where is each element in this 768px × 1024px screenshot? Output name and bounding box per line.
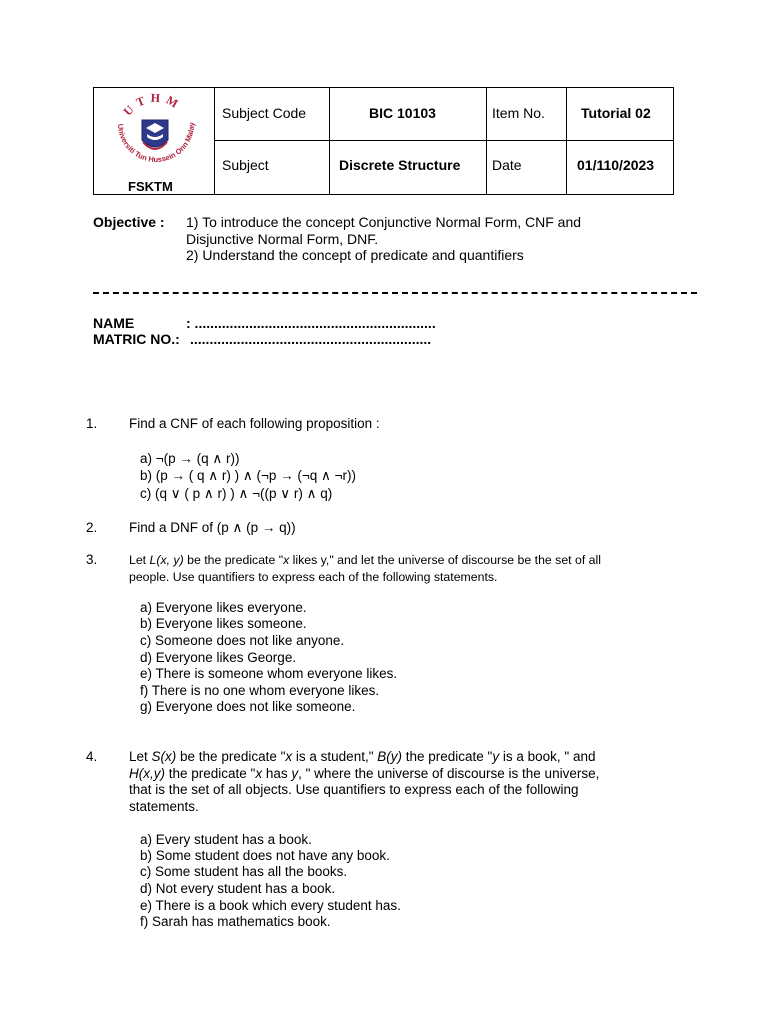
logo-caption: FSKTM [128, 179, 173, 194]
question-3-item: g) Everyone does not like someone. [140, 699, 356, 714]
question-3-line-1: Let L(x, y) be the predicate "x likes y," and let the universe of discourse be the set of all [129, 553, 601, 567]
subject-code-label: Subject Code [222, 105, 307, 121]
question-number: 1. [86, 416, 98, 431]
question-3-item: a) Everyone likes everyone. [140, 600, 307, 615]
question-1-part-c: c) (q ∨ ( p ∧ r) ) ∧ ¬((p ∨ r) ∧ q) [140, 486, 333, 501]
separator-line [93, 292, 697, 294]
objective-label: Objective : [93, 214, 165, 230]
question-1-text: Find a CNF of each following proposition : [129, 416, 380, 431]
objective-line-3: 2) Understand the concept of predicate and quantifiers [186, 247, 524, 263]
matric-label: MATRIC NO.: [93, 331, 180, 347]
question-4-item: e) There is a book which every student has. [140, 898, 401, 913]
question-number: 2. [86, 520, 98, 535]
objective-line-2: Disjunctive Normal Form, DNF. [186, 231, 379, 247]
svg-text:UTHM [121, 91, 185, 119]
question-2-text: Find a DNF of (p ∧ (p → q)) [129, 520, 296, 535]
name-field[interactable]: : .............................................................. [186, 315, 436, 331]
question-4-item: a) Every student has a book. [140, 832, 312, 847]
objective-line-1: 1) To introduce the concept Conjunctive Normal Form, CNF and [186, 214, 582, 230]
matric-field[interactable]: .............................................................. [190, 331, 432, 347]
date-value: 01/110/2023 [577, 157, 655, 173]
table-divider [486, 88, 487, 194]
question-number: 4. [86, 749, 98, 764]
table-divider [329, 88, 330, 194]
logo-ring-text: Universiti Tun Hussein Onn Malay [115, 122, 197, 165]
question-4-line-3: that is the set of all objects. Use quantifiers to express each of the following [129, 782, 579, 797]
subject-label: Subject [222, 157, 269, 173]
table-divider [566, 88, 567, 194]
question-3-item: c) Someone does not like anyone. [140, 633, 345, 648]
question-3-item: e) There is someone whom everyone likes. [140, 666, 398, 681]
question-4-item: d) Not every student has a book. [140, 881, 336, 896]
table-divider [214, 140, 673, 141]
question-4-item: f) Sarah has mathematics book. [140, 914, 331, 929]
name-label: NAME [93, 315, 135, 331]
header-table [93, 87, 674, 195]
item-no-label: Item No. [492, 105, 545, 121]
question-1-part-b: b) (p → ( q ∧ r) ) ∧ (¬p → (¬q ∧ ¬r)) [140, 468, 357, 483]
table-divider [214, 88, 215, 194]
question-4-item: c) Some student has all the books. [140, 864, 348, 879]
question-4-line-1: Let S(x) be the predicate "x is a student," B(y) the predicate "y is a book, " and [129, 749, 596, 764]
logo-arc-text: UTHM [120, 90, 185, 119]
date-label: Date [492, 157, 522, 173]
item-no-value: Tutorial 02 [581, 105, 651, 121]
question-1-part-a: a) ¬(p → (q ∧ r)) [140, 451, 240, 466]
university-logo [102, 90, 208, 178]
question-4-item: b) Some student does not have any book. [140, 848, 390, 863]
question-3-item: b) Everyone likes someone. [140, 616, 307, 631]
question-number: 3. [86, 552, 98, 567]
question-3-line-2: people. Use quantifiers to express each of the following statements. [129, 570, 498, 584]
question-4-line-4: statements. [129, 799, 199, 814]
subject-value: Discrete Structure [339, 157, 461, 173]
question-3-item: d) Everyone likes George. [140, 650, 297, 665]
subject-code-value: BIC 10103 [369, 105, 436, 121]
question-3-item: f) There is no one whom everyone likes. [140, 683, 380, 698]
question-4-line-2: H(x,y) the predicate "x has y, " where the universe of discourse is the universe, [129, 766, 600, 781]
